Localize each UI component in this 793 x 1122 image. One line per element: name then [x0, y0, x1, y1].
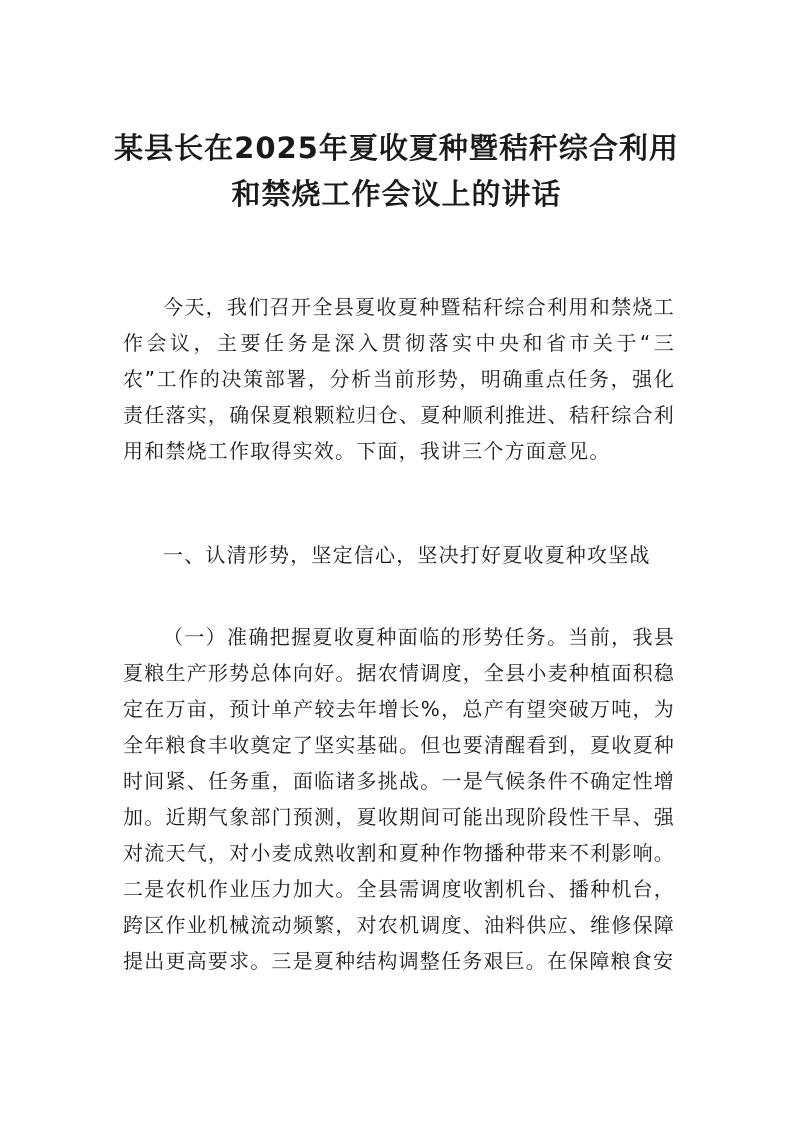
document-title-line-1: 某县长在2025年夏收夏种暨秸秆综合利用 [114, 131, 679, 165]
intro-paragraph: 今天，我们召开全县夏收夏种暨秸秆综合利用和禁烧工作会议，主要任务是深入贯彻落实中央和省市关于“三农”工作的决策部署，分析当前形势，明确重点任务，强化责任落实，确保夏粮颗粒归仓、夏种顺利推进、秸秆综合利用和禁烧工作取得实效。下面，我讲三个方面意见。 [123, 295, 675, 463]
document-title-line-2: 和禁烧工作会议上的讲话 [231, 177, 562, 211]
section-1-heading: 一、认清形势，坚定信心，坚决打好夏收夏种攻坚战 [163, 543, 651, 567]
section-1-paragraph-1: （一）准确把握夏收夏种面临的形势任务。当前，我县夏粮生产形势总体向好。据农情调度，全县小麦种植面积稳定在万亩，预计单产较去年增长%，总产有望突破万吨，为全年粮食丰收奠定了坚实基础。但也要清醒看到，夏收夏种时间紧、任务重，面临诸多挑战。一是气候条件不确定性增加。近期气象部门预测，夏收期间可能出现阶段性干旱、强对流天气，对小麦成熟收割和夏种作物播种带来不利影响。二是农机作业压力加大。全县需调度收割机台、播种机台，跨区作业机械流动频繁，对农机调度、油料供应、维修保障提出更高要求。三是夏种结构调整任务艰巨。在保障粮食安 [123, 625, 675, 973]
